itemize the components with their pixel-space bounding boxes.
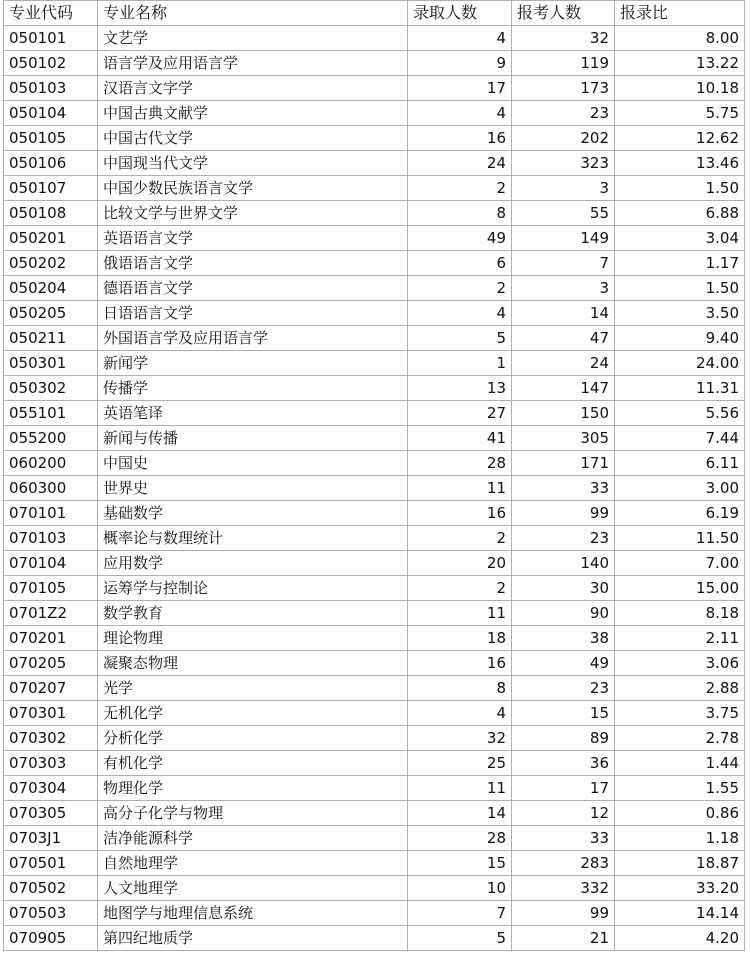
- cell-admitted-count: 4: [408, 701, 512, 726]
- cell-ratio: 6.88: [615, 201, 745, 226]
- table-row: [4, 601, 745, 626]
- cell-admitted-count: 9: [408, 51, 512, 76]
- cell-ratio: 1.17: [615, 251, 745, 276]
- table-row: [4, 501, 745, 526]
- cell-admitted-count: 5: [408, 926, 512, 951]
- table-row: [4, 451, 745, 476]
- cell-admitted-count: 4: [408, 101, 512, 126]
- cell-admitted-count: 11: [408, 601, 512, 626]
- cell-applicant-count: 23: [512, 101, 615, 126]
- cell-major-name: 物理化学: [98, 776, 408, 801]
- cell-major-code: 050101: [4, 26, 98, 51]
- cell-applicant-count: 119: [512, 51, 615, 76]
- cell-ratio: 10.18: [615, 76, 745, 101]
- cell-major-code: 050106: [4, 151, 98, 176]
- cell-major-name: 自然地理学: [98, 851, 408, 876]
- cell-applicant-count: 38: [512, 626, 615, 651]
- cell-major-name: 英语笔译: [98, 401, 408, 426]
- cell-ratio: 24.00: [615, 351, 745, 376]
- cell-major-name: 新闻学: [98, 351, 408, 376]
- cell-major-name: 理论物理: [98, 626, 408, 651]
- cell-admitted-count: 28: [408, 451, 512, 476]
- cell-major-name: 外国语言学及应用语言学: [98, 326, 408, 351]
- cell-major-code: 070101: [4, 501, 98, 526]
- header-applicant-count: 报考人数: [512, 1, 615, 26]
- admission-table: [3, 0, 745, 951]
- cell-applicant-count: 55: [512, 201, 615, 226]
- cell-ratio: 3.00: [615, 476, 745, 501]
- cell-major-code: 070503: [4, 901, 98, 926]
- cell-ratio: 5.56: [615, 401, 745, 426]
- cell-ratio: 13.22: [615, 51, 745, 76]
- table-row: [4, 751, 745, 776]
- cell-ratio: 7.44: [615, 426, 745, 451]
- cell-applicant-count: 17: [512, 776, 615, 801]
- cell-ratio: 3.04: [615, 226, 745, 251]
- cell-ratio: 6.19: [615, 501, 745, 526]
- cell-ratio: 1.55: [615, 776, 745, 801]
- table-row: [4, 726, 745, 751]
- cell-admitted-count: 11: [408, 776, 512, 801]
- cell-applicant-count: 150: [512, 401, 615, 426]
- table-row: [4, 801, 745, 826]
- cell-major-code: 070304: [4, 776, 98, 801]
- cell-admitted-count: 13: [408, 376, 512, 401]
- cell-admitted-count: 6: [408, 251, 512, 276]
- cell-admitted-count: 2: [408, 576, 512, 601]
- cell-major-name: 地图学与地理信息系统: [98, 901, 408, 926]
- cell-ratio: 2.78: [615, 726, 745, 751]
- cell-major-code: 050301: [4, 351, 98, 376]
- cell-admitted-count: 32: [408, 726, 512, 751]
- table-row: [4, 901, 745, 926]
- cell-ratio: 3.06: [615, 651, 745, 676]
- cell-applicant-count: 24: [512, 351, 615, 376]
- header-major-code: 专业代码: [4, 1, 98, 26]
- cell-ratio: 1.50: [615, 276, 745, 301]
- cell-applicant-count: 323: [512, 151, 615, 176]
- table-row: [4, 876, 745, 901]
- cell-applicant-count: 305: [512, 426, 615, 451]
- table-row: [4, 376, 745, 401]
- cell-ratio: 12.62: [615, 126, 745, 151]
- cell-major-name: 传播学: [98, 376, 408, 401]
- cell-major-code: 070207: [4, 676, 98, 701]
- cell-admitted-count: 25: [408, 751, 512, 776]
- table-row: [4, 326, 745, 351]
- table-row: [4, 101, 745, 126]
- cell-major-code: 050103: [4, 76, 98, 101]
- header-row: [4, 1, 745, 26]
- cell-admitted-count: 15: [408, 851, 512, 876]
- cell-admitted-count: 28: [408, 826, 512, 851]
- cell-applicant-count: 173: [512, 76, 615, 101]
- cell-major-name: 第四纪地质学: [98, 926, 408, 951]
- cell-major-code: 050107: [4, 176, 98, 201]
- cell-major-name: 基础数学: [98, 501, 408, 526]
- cell-major-code: 050211: [4, 326, 98, 351]
- cell-applicant-count: 3: [512, 176, 615, 201]
- cell-applicant-count: 47: [512, 326, 615, 351]
- cell-major-name: 日语语言文学: [98, 301, 408, 326]
- cell-major-code: 050105: [4, 126, 98, 151]
- cell-ratio: 8.18: [615, 601, 745, 626]
- cell-ratio: 6.11: [615, 451, 745, 476]
- table-row: [4, 201, 745, 226]
- cell-ratio: 3.50: [615, 301, 745, 326]
- cell-admitted-count: 20: [408, 551, 512, 576]
- cell-applicant-count: 90: [512, 601, 615, 626]
- cell-major-name: 中国古典文献学: [98, 101, 408, 126]
- cell-admitted-count: 4: [408, 26, 512, 51]
- table-row: [4, 626, 745, 651]
- table-row: [4, 401, 745, 426]
- cell-applicant-count: 3: [512, 276, 615, 301]
- cell-major-code: 050108: [4, 201, 98, 226]
- cell-admitted-count: 11: [408, 476, 512, 501]
- cell-ratio: 14.14: [615, 901, 745, 926]
- cell-applicant-count: 7: [512, 251, 615, 276]
- cell-applicant-count: 30: [512, 576, 615, 601]
- cell-applicant-count: 14: [512, 301, 615, 326]
- cell-admitted-count: 24: [408, 151, 512, 176]
- cell-major-code: 050202: [4, 251, 98, 276]
- table-row: [4, 476, 745, 501]
- cell-major-name: 应用数学: [98, 551, 408, 576]
- cell-applicant-count: 99: [512, 501, 615, 526]
- cell-ratio: 2.88: [615, 676, 745, 701]
- cell-major-code: 050201: [4, 226, 98, 251]
- cell-applicant-count: 147: [512, 376, 615, 401]
- cell-major-code: 055101: [4, 401, 98, 426]
- table-row: [4, 576, 745, 601]
- cell-major-name: 俄语语言文学: [98, 251, 408, 276]
- cell-applicant-count: 33: [512, 826, 615, 851]
- cell-applicant-count: 23: [512, 526, 615, 551]
- table-row: [4, 676, 745, 701]
- cell-admitted-count: 10: [408, 876, 512, 901]
- cell-major-name: 语言学及应用语言学: [98, 51, 408, 76]
- cell-major-code: 050205: [4, 301, 98, 326]
- cell-ratio: 11.31: [615, 376, 745, 401]
- cell-admitted-count: 16: [408, 126, 512, 151]
- cell-applicant-count: 89: [512, 726, 615, 751]
- table-row: [4, 176, 745, 201]
- cell-major-name: 英语语言文学: [98, 226, 408, 251]
- cell-major-name: 分析化学: [98, 726, 408, 751]
- cell-applicant-count: 149: [512, 226, 615, 251]
- cell-major-name: 新闻与传播: [98, 426, 408, 451]
- cell-ratio: 8.00: [615, 26, 745, 51]
- cell-admitted-count: 8: [408, 201, 512, 226]
- table-row: [4, 526, 745, 551]
- cell-ratio: 7.00: [615, 551, 745, 576]
- cell-applicant-count: 140: [512, 551, 615, 576]
- cell-admitted-count: 16: [408, 651, 512, 676]
- table-row: [4, 926, 745, 951]
- cell-applicant-count: 15: [512, 701, 615, 726]
- cell-ratio: 9.40: [615, 326, 745, 351]
- cell-major-code: 050102: [4, 51, 98, 76]
- cell-applicant-count: 36: [512, 751, 615, 776]
- cell-major-name: 汉语言文字学: [98, 76, 408, 101]
- cell-applicant-count: 32: [512, 26, 615, 51]
- table-row: [4, 651, 745, 676]
- cell-ratio: 0.86: [615, 801, 745, 826]
- cell-major-code: 060300: [4, 476, 98, 501]
- cell-major-code: 070301: [4, 701, 98, 726]
- cell-major-name: 运筹学与控制论: [98, 576, 408, 601]
- table-row: [4, 126, 745, 151]
- cell-ratio: 18.87: [615, 851, 745, 876]
- cell-major-name: 中国现当代文学: [98, 151, 408, 176]
- table-row: [4, 701, 745, 726]
- cell-ratio: 2.11: [615, 626, 745, 651]
- header-ratio: 报录比: [615, 1, 745, 26]
- table-row: [4, 776, 745, 801]
- table-row: [4, 351, 745, 376]
- cell-admitted-count: 16: [408, 501, 512, 526]
- cell-major-code: 070303: [4, 751, 98, 776]
- table-row: [4, 276, 745, 301]
- cell-applicant-count: 332: [512, 876, 615, 901]
- cell-ratio: 3.75: [615, 701, 745, 726]
- table-row: [4, 551, 745, 576]
- cell-ratio: 13.46: [615, 151, 745, 176]
- cell-applicant-count: 171: [512, 451, 615, 476]
- cell-admitted-count: 41: [408, 426, 512, 451]
- cell-ratio: 11.50: [615, 526, 745, 551]
- cell-admitted-count: 5: [408, 326, 512, 351]
- table-row: [4, 826, 745, 851]
- cell-major-code: 050104: [4, 101, 98, 126]
- cell-ratio: 15.00: [615, 576, 745, 601]
- cell-applicant-count: 33: [512, 476, 615, 501]
- cell-major-code: 070104: [4, 551, 98, 576]
- cell-admitted-count: 49: [408, 226, 512, 251]
- cell-major-name: 有机化学: [98, 751, 408, 776]
- cell-applicant-count: 202: [512, 126, 615, 151]
- cell-major-code: 070105: [4, 576, 98, 601]
- cell-applicant-count: 23: [512, 676, 615, 701]
- cell-major-name: 文艺学: [98, 26, 408, 51]
- cell-ratio: 1.44: [615, 751, 745, 776]
- cell-major-name: 世界史: [98, 476, 408, 501]
- cell-major-code: 070502: [4, 876, 98, 901]
- table-row: [4, 426, 745, 451]
- cell-major-name: 中国古代文学: [98, 126, 408, 151]
- cell-major-code: 050302: [4, 376, 98, 401]
- cell-major-code: 070501: [4, 851, 98, 876]
- cell-major-name: 德语语言文学: [98, 276, 408, 301]
- cell-admitted-count: 2: [408, 276, 512, 301]
- cell-major-code: 0701Z2: [4, 601, 98, 626]
- cell-major-code: 070103: [4, 526, 98, 551]
- cell-major-name: 比较文学与世界文学: [98, 201, 408, 226]
- header-major-name: 专业名称: [98, 1, 408, 26]
- table-row: [4, 76, 745, 101]
- cell-admitted-count: 18: [408, 626, 512, 651]
- cell-admitted-count: 2: [408, 176, 512, 201]
- table-row: [4, 251, 745, 276]
- cell-major-code: 0703J1: [4, 826, 98, 851]
- table-row: [4, 151, 745, 176]
- cell-applicant-count: 283: [512, 851, 615, 876]
- cell-admitted-count: 1: [408, 351, 512, 376]
- cell-ratio: 33.20: [615, 876, 745, 901]
- header-admitted-count: 录取人数: [408, 1, 512, 26]
- cell-major-code: 070205: [4, 651, 98, 676]
- cell-admitted-count: 7: [408, 901, 512, 926]
- cell-applicant-count: 12: [512, 801, 615, 826]
- cell-major-code: 070305: [4, 801, 98, 826]
- cell-applicant-count: 49: [512, 651, 615, 676]
- table-row: [4, 51, 745, 76]
- cell-admitted-count: 4: [408, 301, 512, 326]
- cell-major-name: 无机化学: [98, 701, 408, 726]
- cell-admitted-count: 14: [408, 801, 512, 826]
- cell-admitted-count: 17: [408, 76, 512, 101]
- cell-major-code: 070905: [4, 926, 98, 951]
- cell-major-name: 中国史: [98, 451, 408, 476]
- cell-major-code: 050204: [4, 276, 98, 301]
- cell-major-code: 070302: [4, 726, 98, 751]
- cell-major-name: 中国少数民族语言文学: [98, 176, 408, 201]
- cell-major-code: 070201: [4, 626, 98, 651]
- cell-major-name: 人文地理学: [98, 876, 408, 901]
- table-row: [4, 226, 745, 251]
- cell-applicant-count: 21: [512, 926, 615, 951]
- cell-admitted-count: 8: [408, 676, 512, 701]
- cell-major-code: 060200: [4, 451, 98, 476]
- cell-admitted-count: 27: [408, 401, 512, 426]
- cell-major-name: 数学教育: [98, 601, 408, 626]
- table-row: [4, 851, 745, 876]
- table-row: [4, 301, 745, 326]
- cell-ratio: 1.18: [615, 826, 745, 851]
- cell-major-name: 概率论与数理统计: [98, 526, 408, 551]
- cell-applicant-count: 99: [512, 901, 615, 926]
- cell-ratio: 4.20: [615, 926, 745, 951]
- table-row: [4, 26, 745, 51]
- cell-ratio: 1.50: [615, 176, 745, 201]
- cell-major-code: 055200: [4, 426, 98, 451]
- cell-major-name: 光学: [98, 676, 408, 701]
- cell-major-name: 高分子化学与物理: [98, 801, 408, 826]
- table-body: [4, 26, 745, 951]
- cell-major-name: 洁净能源科学: [98, 826, 408, 851]
- cell-ratio: 5.75: [615, 101, 745, 126]
- cell-major-name: 凝聚态物理: [98, 651, 408, 676]
- cell-admitted-count: 2: [408, 526, 512, 551]
